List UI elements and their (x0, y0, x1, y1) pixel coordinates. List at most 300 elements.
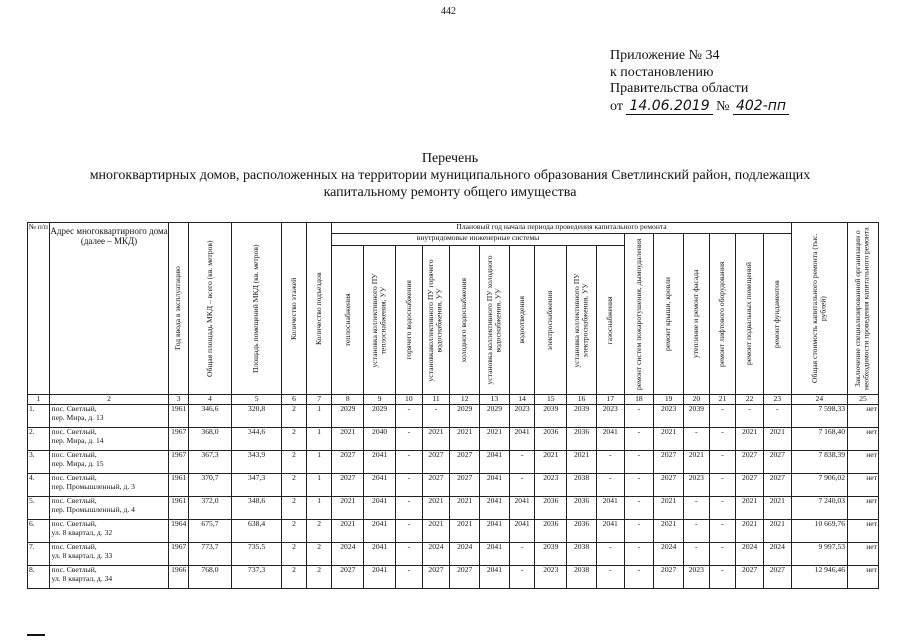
header-sub-0-text: теплоснабжения (342, 293, 352, 347)
row-repair-year: 2041 (364, 497, 396, 520)
header-sub-8 (567, 245, 597, 395)
row-repair-year: - (684, 543, 710, 566)
column-number: 17 (596, 395, 624, 405)
row-repair-year: - (509, 451, 535, 474)
row-repair-year: 2041 (509, 520, 535, 543)
row-repair-year: 2039 (535, 543, 567, 566)
row-repair-year: - (624, 474, 654, 497)
row-repair-year: 2021 (450, 497, 480, 520)
header-sub-7 (535, 245, 567, 395)
column-number: 11 (422, 395, 450, 405)
row-repair-year: 2027 (763, 474, 791, 497)
row-repair-year: - (709, 428, 736, 451)
header-lift (709, 234, 736, 395)
row-entrances: 2 (306, 543, 332, 566)
header-address: Адрес многоквартирного дома (далее – МКД) (49, 223, 169, 395)
address-line-2: ул. 8 квартал, д. 34 (51, 573, 113, 583)
row-repair-year: - (624, 520, 654, 543)
row-year: 1967 (169, 543, 188, 566)
appendix-line-3: Правительства области (610, 81, 749, 96)
row-repair-year: 2027 (422, 566, 450, 589)
row-number: 6. (28, 520, 50, 543)
row-total-area: 675,7 (188, 520, 231, 543)
row-repair-year: - (396, 474, 423, 497)
header-sub-4 (450, 245, 480, 395)
row-repair-year: - (684, 428, 710, 451)
row-total-area: 372,0 (188, 497, 231, 520)
table-row (28, 474, 879, 497)
table-row (28, 451, 879, 474)
row-entrances: 1 (306, 428, 332, 451)
header-conclusion-text: Заключение специализированной организации о необходимости проведения капитального ремонта (853, 227, 871, 390)
row-number: 2. (28, 428, 50, 451)
header-sub-6 (509, 245, 535, 395)
header-rooms-area-text: Площадь помещений МКД (кв. метров) (251, 244, 261, 373)
row-repair-year: - (396, 428, 423, 451)
header-total-area-text: Общая площадь МКД – всего (кв. метров) (204, 240, 214, 377)
header-sub-2 (396, 245, 423, 395)
header-engineering: внутридомовые инженерные системы (332, 234, 624, 246)
table-row (28, 543, 879, 566)
row-repair-year: - (709, 520, 736, 543)
row-conclusion: нет (848, 566, 879, 589)
header-facade-text: утепление и ремонт фасада (691, 269, 701, 359)
row-repair-year: 2041 (364, 543, 396, 566)
row-address (49, 405, 169, 428)
column-number: 24 (791, 395, 847, 405)
row-repair-year: 2027 (422, 474, 450, 497)
row-cost: 7 598,33 (791, 405, 847, 428)
header-floors (282, 223, 307, 395)
row-repair-year: 2021 (332, 497, 364, 520)
row-year: 1961 (169, 405, 188, 428)
row-repair-year: 2021 (736, 520, 764, 543)
row-repair-year: 2041 (509, 428, 535, 451)
column-number: 16 (567, 395, 597, 405)
address-line-1: пос. Светлый, (51, 427, 97, 436)
row-repair-year: 2027 (763, 451, 791, 474)
row-repair-year: - (709, 451, 736, 474)
row-repair-year: 2024 (450, 543, 480, 566)
row-repair-year: - (709, 474, 736, 497)
row-cost: 12 946,46 (791, 566, 847, 589)
row-total-area: 346,6 (188, 405, 231, 428)
row-repair-year: 2021 (763, 520, 791, 543)
row-conclusion: нет (848, 543, 879, 566)
row-number: 3. (28, 451, 50, 474)
row-floors: 2 (282, 497, 307, 520)
row-repair-year: - (396, 451, 423, 474)
column-number: 15 (535, 395, 567, 405)
header-fire (624, 234, 654, 395)
row-address (49, 451, 169, 474)
row-repair-year: 2023 (535, 566, 567, 589)
column-number: 2 (49, 395, 169, 405)
address-line-2: пер. Мира, д. 15 (51, 458, 104, 468)
row-repair-year: 2036 (535, 520, 567, 543)
row-repair-year: 2039 (684, 405, 710, 428)
row-conclusion: нет (848, 405, 879, 428)
header-sub-9-text: газоснабжения (604, 295, 614, 344)
address-line-1: пос. Светлый, (51, 519, 97, 528)
row-repair-year: - (596, 566, 624, 589)
row-repair-year: 2027 (736, 451, 764, 474)
table-row (28, 566, 879, 589)
row-number: 8. (28, 566, 50, 589)
row-floors: 2 (282, 520, 307, 543)
row-repair-year: - (422, 405, 450, 428)
table-body (28, 405, 879, 589)
row-entrances: 1 (306, 497, 332, 520)
header-sub-3-text: установкаколлективного ПУ горячего водоснабжения, УУ (426, 258, 444, 381)
header-num: № п/п (28, 223, 50, 395)
column-number: 25 (848, 395, 879, 405)
row-repair-year: 2024 (332, 543, 364, 566)
address-line-1: пос. Светлый, (51, 450, 97, 459)
row-repair-year: 2041 (509, 497, 535, 520)
column-number: 9 (364, 395, 396, 405)
row-repair-year: - (763, 405, 791, 428)
row-repair-year: 2021 (450, 428, 480, 451)
header-floors-text: Количество этажей (288, 277, 298, 340)
table-row (28, 428, 879, 451)
row-repair-year: 2036 (567, 520, 597, 543)
row-repair-year: - (624, 428, 654, 451)
row-repair-year: 2027 (450, 451, 480, 474)
row-cost: 7 906,02 (791, 474, 847, 497)
row-repair-year: 2023 (509, 405, 535, 428)
row-rooms-area: 638,4 (231, 520, 281, 543)
header-total-area (188, 223, 231, 395)
row-cost: 7 240,03 (791, 497, 847, 520)
header-sub-7-text: электроснабжения (545, 289, 555, 350)
row-number: 7. (28, 543, 50, 566)
row-floors: 2 (282, 405, 307, 428)
header-rooms-area (231, 223, 281, 395)
row-address (49, 428, 169, 451)
address-line-1: пос. Светлый, (51, 404, 97, 413)
row-repair-year: 2021 (684, 451, 710, 474)
row-repair-year: - (509, 566, 535, 589)
row-entrances: 1 (306, 474, 332, 497)
row-rooms-area: 735,5 (231, 543, 281, 566)
row-cost: 7 838,39 (791, 451, 847, 474)
row-repair-year: 2021 (480, 428, 510, 451)
header-basement-text: ремонт подвальных помещений (744, 262, 754, 366)
row-address (49, 543, 169, 566)
row-repair-year: 2041 (364, 451, 396, 474)
row-address (49, 497, 169, 520)
row-total-area: 773,7 (188, 543, 231, 566)
row-repair-year: - (596, 543, 624, 566)
column-numbers-row (28, 395, 879, 405)
row-repair-year: - (396, 566, 423, 589)
row-repair-year: - (596, 451, 624, 474)
row-repair-year: - (736, 405, 764, 428)
row-floors: 2 (282, 451, 307, 474)
header-roof-text: ремонт крыши, кровли (663, 277, 673, 351)
address-line-1: пос. Светлый, (51, 542, 97, 551)
column-number: 4 (188, 395, 231, 405)
row-conclusion: нет (848, 497, 879, 520)
row-repair-year: 2038 (567, 474, 597, 497)
row-floors: 2 (282, 543, 307, 566)
row-repair-year: 2021 (654, 497, 684, 520)
row-repair-year: 2021 (736, 428, 764, 451)
row-total-area: 368,0 (188, 428, 231, 451)
address-line-2: пер. Промышленный, д. 4 (51, 504, 135, 514)
document-title: Перечень (421, 151, 479, 166)
header-sub-0 (332, 245, 364, 395)
address-line-1: пос. Светлый, (51, 496, 97, 505)
row-repair-year: 2036 (567, 497, 597, 520)
row-repair-year: 2021 (763, 497, 791, 520)
row-repair-year: - (709, 566, 736, 589)
header-year-text: Год ввода в эксплуатацию (173, 266, 183, 351)
column-number: 18 (624, 395, 654, 405)
row-repair-year: 2041 (480, 451, 510, 474)
row-repair-year: 2041 (480, 474, 510, 497)
table-row (28, 497, 879, 520)
row-repair-year: 2036 (535, 428, 567, 451)
column-number: 19 (654, 395, 684, 405)
header-sub-1-text: установка коллективного ПУ теплоснабжения, УУ (370, 272, 388, 367)
row-cost: 9 997,53 (791, 543, 847, 566)
row-repair-year: 2029 (364, 405, 396, 428)
row-rooms-area: 344,6 (231, 428, 281, 451)
row-address (49, 520, 169, 543)
header-foundation-text: ремонт фундаментов (772, 280, 781, 348)
table-row (28, 520, 879, 543)
row-repair-year: 2041 (480, 520, 510, 543)
row-repair-year: - (396, 520, 423, 543)
row-repair-year: 2024 (736, 543, 764, 566)
row-repair-year: 2023 (596, 405, 624, 428)
row-repair-year: - (684, 520, 710, 543)
row-repair-year: - (709, 543, 736, 566)
row-repair-year: 2027 (736, 566, 764, 589)
row-repair-year: 2039 (535, 405, 567, 428)
header-row-1 (28, 223, 879, 234)
row-repair-year: 2027 (654, 451, 684, 474)
row-repair-year: 2041 (364, 566, 396, 589)
row-repair-year: 2041 (480, 497, 510, 520)
row-repair-year: 2021 (567, 451, 597, 474)
row-floors: 2 (282, 428, 307, 451)
row-number: 4. (28, 474, 50, 497)
row-repair-year: - (624, 405, 654, 428)
column-number: 10 (396, 395, 423, 405)
column-number: 20 (684, 395, 710, 405)
row-repair-year: - (624, 497, 654, 520)
row-repair-year: 2038 (567, 566, 597, 589)
row-repair-year: 2027 (736, 474, 764, 497)
row-repair-year: 2038 (567, 543, 597, 566)
row-year: 1966 (169, 566, 188, 589)
row-repair-year: - (396, 405, 423, 428)
header-entrances-text: Количество подъездов (313, 272, 323, 345)
row-repair-year: 2021 (763, 428, 791, 451)
row-repair-year: - (624, 451, 654, 474)
handwritten-number: 402-пп (733, 98, 789, 116)
row-total-area: 370,7 (188, 474, 231, 497)
header-sub-4-text: холодного водоснабжения (459, 277, 469, 362)
row-total-area: 367,3 (188, 451, 231, 474)
handwritten-date: 14.06.2019 (626, 98, 712, 116)
appendix-line-2: к постановлению (610, 64, 714, 80)
row-repair-year: 2029 (480, 405, 510, 428)
address-line-1: пос. Светлый, (51, 565, 97, 574)
header-cost (791, 223, 847, 395)
row-repair-year: 2027 (450, 566, 480, 589)
row-repair-year: 2041 (480, 543, 510, 566)
column-number: 13 (480, 395, 510, 405)
row-entrances: 2 (306, 566, 332, 589)
row-repair-year: 2036 (567, 428, 597, 451)
document-subtitle-line-2: капитальному ремонту общего имущества (323, 185, 577, 200)
row-repair-year: 2027 (332, 474, 364, 497)
appendix-block (610, 48, 789, 115)
header-sub-3 (422, 245, 450, 395)
column-number: 1 (28, 395, 50, 405)
column-number: 8 (332, 395, 364, 405)
table-row (28, 405, 879, 428)
row-repair-year: 2021 (422, 428, 450, 451)
row-address (49, 474, 169, 497)
column-number: 3 (169, 395, 188, 405)
header-facade (684, 234, 710, 395)
row-repair-year: 2027 (654, 474, 684, 497)
row-repair-year: 2021 (422, 520, 450, 543)
row-entrances: 1 (306, 405, 332, 428)
row-floors: 2 (282, 474, 307, 497)
row-address (49, 566, 169, 589)
row-repair-year: - (509, 543, 535, 566)
row-cost: 7 168,40 (791, 428, 847, 451)
appendix-line-1: Приложение № 34 (610, 48, 720, 63)
row-repair-year: 2027 (763, 566, 791, 589)
row-entrances: 2 (306, 520, 332, 543)
row-repair-year: 2039 (567, 405, 597, 428)
address-line-2: ул. 8 квартал, д. 33 (51, 550, 113, 560)
row-repair-year: - (396, 497, 423, 520)
document-subtitle-line-1: многоквартирных домов, расположенных на территории муниципального образования Светлинский район, подлежащих (89, 168, 811, 183)
row-year: 1961 (169, 474, 188, 497)
row-repair-year: 2021 (332, 428, 364, 451)
row-repair-year: 2023 (535, 474, 567, 497)
row-rooms-area: 320,8 (231, 405, 281, 428)
row-repair-year: 2021 (332, 520, 364, 543)
address-line-1: пос. Светлый, (51, 473, 97, 482)
row-repair-year: 2023 (684, 566, 710, 589)
row-repair-year: 2040 (364, 428, 396, 451)
row-repair-year: 2021 (654, 520, 684, 543)
row-repair-year: 2027 (332, 566, 364, 589)
row-repair-year: 2041 (596, 520, 624, 543)
row-repair-year: 2036 (535, 497, 567, 520)
column-number: 14 (509, 395, 535, 405)
column-number: 22 (736, 395, 764, 405)
row-repair-year: 2027 (332, 451, 364, 474)
column-number: 23 (763, 395, 791, 405)
row-conclusion: нет (848, 428, 879, 451)
row-repair-year: 2023 (684, 474, 710, 497)
row-repair-year: - (624, 543, 654, 566)
row-conclusion: нет (848, 520, 879, 543)
column-number: 6 (282, 395, 307, 405)
header-entrances (306, 223, 332, 395)
row-total-area: 768,0 (188, 566, 231, 589)
row-repair-year: 2041 (480, 566, 510, 589)
address-line-2: пер. Промышленный, д. 3 (51, 481, 135, 491)
row-repair-year: 2029 (450, 405, 480, 428)
row-repair-year: 2021 (450, 520, 480, 543)
column-number: 7 (306, 395, 332, 405)
header-sub-2-text: горячего водоснабжения (403, 280, 413, 360)
header-basement (736, 234, 764, 395)
header-sub-1 (364, 245, 396, 395)
header-sub-5 (480, 245, 510, 395)
row-repair-year: 2027 (450, 474, 480, 497)
row-rooms-area: 348,6 (231, 497, 281, 520)
footer-mark (27, 634, 45, 636)
header-sub-6-text: водоотведения (516, 296, 526, 344)
row-repair-year: 2041 (596, 428, 624, 451)
row-repair-year: - (396, 543, 423, 566)
header-roof (654, 234, 684, 395)
row-repair-year: - (624, 566, 654, 589)
row-repair-year: 2024 (763, 543, 791, 566)
row-repair-year: 2023 (654, 405, 684, 428)
row-year: 1961 (169, 497, 188, 520)
row-year: 1967 (169, 428, 188, 451)
row-repair-year: - (709, 405, 736, 428)
row-repair-year: 2024 (422, 543, 450, 566)
header-conclusion (848, 223, 879, 395)
column-number: 5 (231, 395, 281, 405)
column-number: 12 (450, 395, 480, 405)
row-repair-year: 2021 (535, 451, 567, 474)
row-conclusion: нет (848, 474, 879, 497)
row-rooms-area: 737,3 (231, 566, 281, 589)
row-year: 1967 (169, 451, 188, 474)
date-prefix: от (610, 98, 623, 114)
row-rooms-area: 347,3 (231, 474, 281, 497)
appendix-line-4 (610, 98, 789, 116)
address-line-2: пер. Мира, д. 13 (51, 412, 104, 422)
row-repair-year: 2021 (736, 497, 764, 520)
header-sub-5-text: установка коллективного ПУ холодного водоснабжения, УУ (484, 255, 503, 385)
row-rooms-area: 343,9 (231, 451, 281, 474)
row-repair-year: - (509, 474, 535, 497)
row-repair-year: 2029 (332, 405, 364, 428)
buildings-table (27, 222, 879, 589)
address-line-2: пер. Мира, д. 14 (51, 435, 104, 445)
header-fire-text: ремонт систем пожаротушения, дымоудаления (633, 238, 643, 390)
row-repair-year: - (684, 497, 710, 520)
row-number: 1. (28, 405, 50, 428)
header-year (169, 223, 188, 395)
header-sub-8-text: установка коллективного ПУ электроснабжения, УУ (571, 272, 590, 367)
column-number: 21 (709, 395, 736, 405)
header-planned: Плановый год начала периода проведения капитального ремонта (332, 223, 791, 234)
row-entrances: 1 (306, 451, 332, 474)
header-cost-text: Общая стоимость капитального ремонта (тыс. рублей) (809, 233, 828, 384)
row-conclusion: нет (848, 451, 879, 474)
row-cost: 10 669,76 (791, 520, 847, 543)
number-label: № (716, 98, 730, 114)
row-repair-year: 2041 (364, 520, 396, 543)
